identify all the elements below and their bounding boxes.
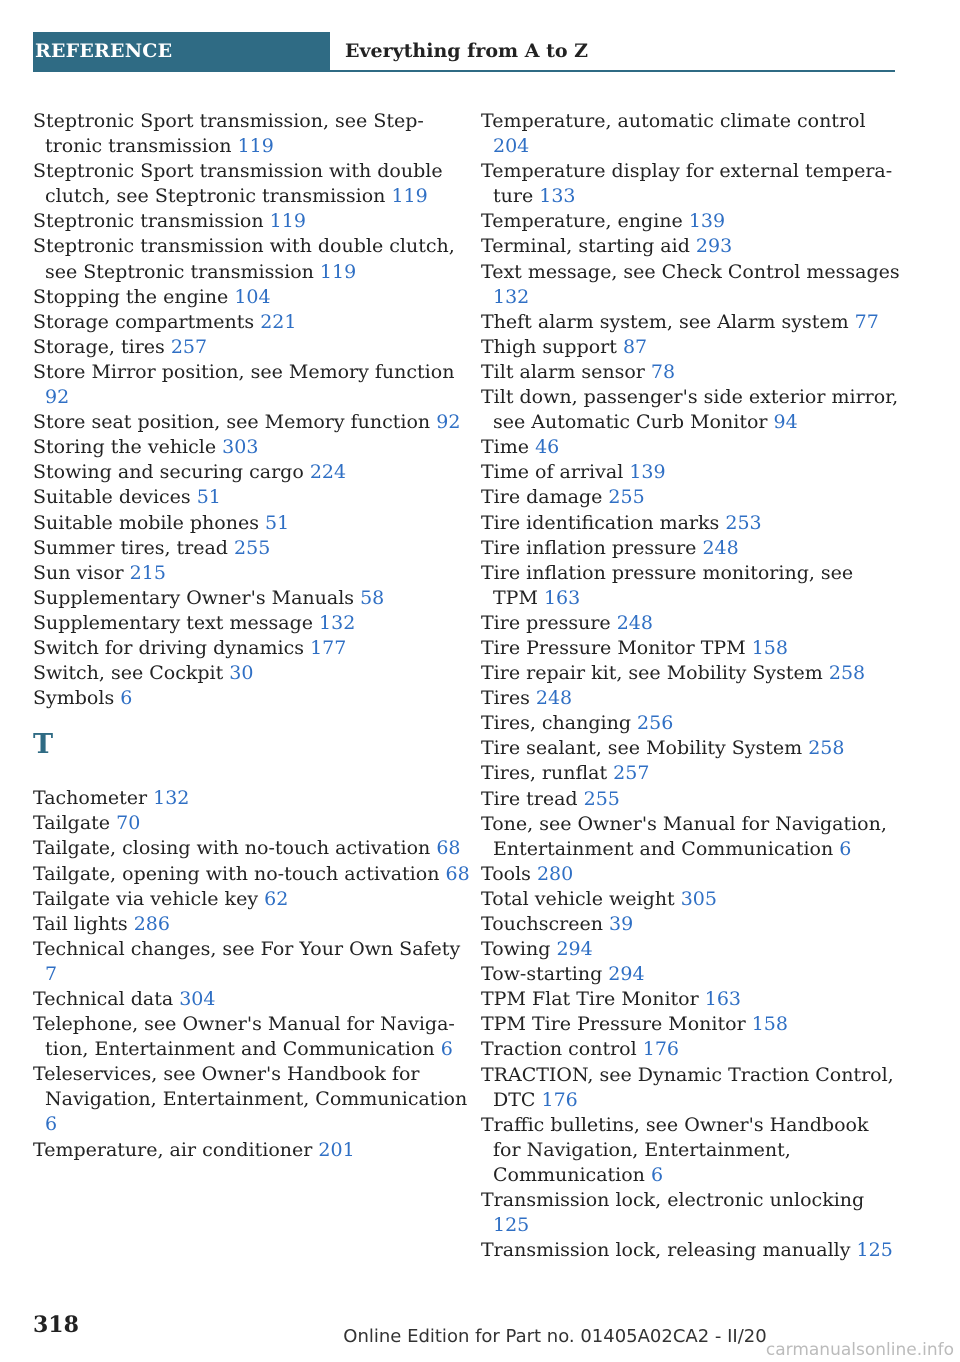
page-reference-link[interactable]: 158 (751, 636, 788, 659)
index-entry (33, 360, 473, 410)
page-reference-link[interactable]: 258 (828, 662, 866, 685)
page-reference-link[interactable]: 280 (536, 862, 574, 885)
page-reference-link[interactable]: 294 (556, 938, 593, 961)
index-entry-term: Steptronic Sport transmission with double clutch, see Steptronic transmission (33, 160, 443, 208)
page-reference-link[interactable]: 253 (725, 511, 762, 534)
page-reference-link[interactable]: 215 (129, 561, 166, 584)
index-entry-term: Switch for driving dynamics (33, 636, 305, 659)
index-entry (33, 836, 473, 861)
index-column-left (33, 109, 473, 1163)
page-reference-link[interactable]: 51 (265, 511, 290, 534)
index-entry-term: Storage, tires (33, 335, 165, 358)
index-entry (33, 686, 473, 711)
index-entry-term: Transmission lock, releasing manually (481, 1239, 851, 1262)
index-entry (481, 912, 901, 937)
page-reference-link[interactable]: 305 (680, 887, 717, 910)
page-reference-link[interactable]: 132 (153, 787, 190, 810)
index-entry (481, 1063, 901, 1113)
index-entry-term: Towing (481, 938, 551, 961)
index-entry-term: Tone, see Owner's Manual for Navigation, Entertainment and Communication (481, 812, 887, 860)
page-reference-link[interactable]: 286 (133, 912, 170, 935)
page-reference-link[interactable]: 46 (535, 436, 560, 459)
page-reference-link[interactable]: 30 (229, 662, 254, 685)
index-entry (481, 1113, 901, 1188)
index-entry (481, 1037, 901, 1062)
page-reference-link[interactable]: 6 (650, 1163, 664, 1186)
index-entry (481, 711, 901, 736)
page-number: 318 (33, 1312, 79, 1338)
index-entry (481, 335, 901, 360)
index-entry (481, 736, 901, 761)
index-entry-term: Stowing and securing cargo (33, 461, 304, 484)
index-entry-term: Tires, runflat (481, 762, 608, 785)
index-entry (481, 887, 901, 912)
index-entry-term: Supplementary Owner's Manuals (33, 586, 355, 609)
index-entry-term: Tire inflation pressure monitoring, see TPM (481, 561, 854, 609)
index-entry (481, 485, 901, 510)
page-reference-link[interactable]: 77 (854, 310, 879, 333)
index-letter-heading: T (33, 729, 54, 761)
page-reference-link[interactable]: 139 (629, 461, 666, 484)
page-reference-link[interactable]: 176 (642, 1038, 680, 1061)
page-reference-link[interactable]: 87 (622, 335, 648, 358)
index-entry-term: Tire sealant, see Mobility System (481, 737, 803, 760)
index-entry (33, 811, 473, 836)
page-reference-link[interactable]: 78 (650, 360, 676, 383)
index-entry (481, 937, 901, 962)
index-entry-term: Tilt alarm sensor (481, 360, 645, 383)
index-entry-term: Tire pressure (481, 611, 611, 634)
page-reference-link[interactable]: 248 (616, 611, 653, 634)
index-entry (481, 661, 901, 686)
index-entry-term: Time of arrival (481, 461, 624, 484)
index-entry-term: TPM Flat Tire Monitor (481, 988, 699, 1011)
index-entry (481, 787, 901, 812)
page-reference-link[interactable]: 293 (695, 235, 733, 258)
page-reference-link[interactable]: 132 (493, 285, 530, 308)
index-entry-term: Tow-starting (481, 963, 603, 986)
page-reference-link[interactable]: 257 (613, 762, 650, 785)
index-entry (33, 335, 473, 360)
page-reference-link[interactable]: 248 (535, 687, 573, 710)
index-entry-term: Supplementary text message (33, 611, 313, 634)
page-reference-link[interactable]: 6 (45, 1113, 58, 1136)
index-entry (481, 385, 901, 435)
page-reference-link[interactable]: 255 (234, 536, 271, 559)
page-reference-link[interactable]: 58 (360, 586, 385, 609)
index-entry (33, 435, 473, 460)
index-entry-term: Technical data (33, 988, 174, 1010)
index-entry (33, 209, 473, 234)
page-reference-link[interactable]: 92 (436, 411, 461, 434)
index-entry (33, 862, 473, 887)
index-entry (33, 460, 473, 485)
index-entry (481, 511, 901, 536)
index-entry (33, 285, 473, 310)
index-entry-term: Storage compartments (33, 310, 255, 333)
index-entry-term: Tire tread (481, 787, 578, 810)
page-reference-link[interactable]: 294 (608, 963, 645, 986)
index-entry (481, 536, 901, 561)
index-entry (33, 310, 473, 335)
index-entry-term: Teleservices, see Owner's Handbook for Navigation, Entertainment, Communication (33, 1063, 468, 1111)
index-entry-term: Tire identification marks (481, 511, 720, 534)
page-reference-link[interactable]: 255 (608, 486, 645, 509)
index-entry-term: Stopping the engine (33, 285, 229, 308)
index-entry (481, 636, 901, 661)
page-reference-link[interactable]: 248 (702, 536, 739, 559)
page-reference-link[interactable]: 7 (45, 962, 58, 985)
index-entry-term: Transmission lock, electronic unlocking (481, 1189, 865, 1212)
index-entry-term: Tail lights (33, 912, 128, 935)
index-entry-term: Tailgate, closing with no-touch activation (33, 837, 431, 860)
index-entry-term: Store seat position, see Memory function (33, 411, 431, 434)
page-reference-link[interactable]: 119 (269, 210, 306, 233)
index-entry-term: Total vehicle weight (481, 887, 675, 910)
index-entry (481, 209, 901, 234)
index-entry-term: Tailgate (33, 812, 111, 835)
page-reference-link[interactable]: 256 (637, 712, 674, 735)
index-entry-term: Storing the vehicle (33, 436, 217, 459)
index-entry (481, 1188, 901, 1238)
index-entry (481, 460, 901, 485)
page-reference-link[interactable]: 257 (170, 335, 208, 358)
index-entry (481, 260, 901, 310)
page-reference-link[interactable]: 224 (309, 461, 347, 484)
index-entry (33, 1012, 473, 1062)
index-entry (33, 786, 473, 811)
index-entry-term: Tires, changing (481, 712, 631, 735)
index-entry (33, 485, 473, 510)
index-entry (481, 611, 901, 636)
page-reference-link[interactable]: 104 (234, 285, 271, 308)
index-entry (33, 586, 473, 611)
page-reference-link[interactable]: 163 (704, 988, 742, 1011)
index-entry (33, 159, 473, 209)
index-entry (33, 661, 473, 686)
page-reference-link[interactable]: 68 (445, 862, 470, 885)
page-reference-link[interactable]: 176 (541, 1088, 578, 1111)
page-reference-link[interactable]: 125 (856, 1239, 893, 1262)
index-entry-term: Temperature display for external temperature (481, 160, 893, 208)
page-reference-link[interactable]: 119 (391, 185, 428, 208)
index-entry-term: TRACTION, see Dynamic Traction Control, DTC (481, 1063, 894, 1111)
index-entry-term: Temperature, engine (481, 210, 683, 233)
index-entry-term: Thigh support (481, 335, 617, 358)
index-entry-term: Temperature, automatic climate control (481, 110, 866, 132)
page-reference-link[interactable]: 255 (583, 787, 620, 810)
index-entry (33, 109, 473, 159)
index-entry-term: Traffic bulletins, see Owner's Handbook for Navigation, Entertainment, Communication (481, 1113, 869, 1186)
page-reference-link[interactable]: 258 (808, 737, 845, 760)
index-entry-term: Tailgate, opening with no-touch activation (33, 862, 440, 885)
page-reference-link[interactable]: 304 (179, 988, 216, 1010)
index-entry (33, 636, 473, 661)
section-label: REFERENCE (33, 32, 330, 70)
page-reference-link[interactable]: 221 (260, 310, 297, 333)
index-entry (33, 1138, 473, 1163)
index-entry-term: Temperature, air conditioner (33, 1138, 313, 1161)
index-entry (33, 912, 473, 937)
page-reference-link[interactable]: 119 (319, 260, 357, 283)
index-entry-term: TPM Tire Pressure Monitor (481, 1013, 746, 1036)
index-entry-term: Touchscreen (481, 913, 603, 935)
page-reference-link[interactable]: 177 (310, 636, 347, 659)
edition-note: Online Edition for Part no. 01405A02CA2 - II/20 (343, 1326, 767, 1347)
index-entry-term: Technical changes, see For Your Own Safety (33, 937, 461, 960)
index-entry-term: Tachometer (33, 787, 148, 810)
index-entry (33, 234, 473, 284)
page-reference-link[interactable]: 6 (440, 1038, 453, 1061)
index-entry (33, 536, 473, 561)
index-entry-term: Tailgate via vehicle key (33, 887, 259, 910)
index-entry (481, 159, 901, 209)
index-entry (33, 611, 473, 636)
index-entry (33, 887, 473, 912)
page-reference-link[interactable]: 92 (45, 386, 70, 409)
index-entry (481, 1012, 901, 1037)
page-reference-link[interactable]: 139 (688, 210, 726, 233)
watermark: carmanualsonline.info (765, 1340, 954, 1360)
page-reference-link[interactable]: 62 (264, 887, 289, 910)
index-entry-term: Telephone, see Owner's Manual for Navigation, Entertainment and Communication (33, 1013, 455, 1061)
index-entry-term: Text message, see Check Control messages (481, 260, 900, 283)
index-entry-term: Tire repair kit, see Mobility System (481, 662, 823, 685)
index-entry-term: Tools (481, 862, 531, 885)
page-reference-link[interactable]: 303 (222, 436, 259, 459)
index-entry-term: Terminal, starting aid (481, 235, 690, 258)
index-entry (481, 310, 901, 335)
index-entry (481, 109, 901, 159)
page-header (33, 32, 895, 72)
index-entry (481, 360, 901, 385)
page-reference-link[interactable]: 94 (773, 411, 798, 434)
chapter-title: Everything from A to Z (345, 40, 589, 62)
index-entry (33, 511, 473, 536)
index-entry (33, 410, 473, 435)
index-entry-term: Tire inflation pressure (481, 536, 697, 559)
index-entry-term: Sun visor (33, 561, 124, 584)
index-entry-term: Tilt down, passenger's side exterior mirror, see Automatic Curb Monitor (481, 386, 899, 434)
index-entry (481, 1238, 901, 1263)
index-entry-term: Time (481, 436, 530, 459)
page-reference-link[interactable]: 163 (543, 586, 581, 609)
index-entry (33, 937, 473, 987)
index-entry-term: Suitable mobile phones (33, 511, 259, 534)
index-entry (481, 234, 901, 259)
page-reference-link[interactable]: 68 (436, 837, 461, 860)
index-entry-term: Tires (481, 687, 530, 710)
index-entry (481, 962, 901, 987)
index-entry-term: Summer tires, tread (33, 536, 228, 559)
index-entry (33, 561, 473, 586)
index-entry (481, 686, 901, 711)
index-entry-term: Symbols (33, 687, 115, 710)
page-reference-link[interactable]: 204 (493, 135, 530, 158)
index-entry-term: Tire Pressure Monitor TPM (481, 636, 746, 659)
index-entry-term: Suitable devices (33, 486, 191, 509)
page-reference-link[interactable]: 70 (116, 812, 141, 835)
index-entry-term: Traction control (481, 1038, 637, 1061)
page-reference-link[interactable]: 125 (493, 1214, 530, 1237)
page-reference-link[interactable]: 132 (319, 611, 356, 634)
index-entry-term: Steptronic transmission with double clutch, see Steptronic transmission (33, 235, 455, 283)
index-entry (481, 435, 901, 460)
index-entry-term: Tire damage (481, 486, 603, 509)
index-entry (33, 1062, 473, 1137)
page-reference-link[interactable]: 6 (120, 687, 133, 710)
index-entry-term: Switch, see Cockpit (33, 662, 224, 685)
page-reference-link[interactable]: 51 (196, 486, 221, 509)
index-column-right (481, 109, 901, 1263)
index-entry (481, 761, 901, 786)
index-entry-term: Store Mirror position, see Memory function (33, 360, 455, 383)
index-entry (481, 987, 901, 1012)
index-entry-term: Steptronic transmission (33, 210, 264, 233)
page-reference-link[interactable]: 158 (751, 1013, 788, 1036)
index-entry-term: Theft alarm system, see Alarm system (481, 310, 849, 333)
page-reference-link[interactable]: 119 (237, 135, 274, 158)
page-reference-link[interactable]: 6 (839, 837, 852, 860)
index-entry-term: Steptronic Sport transmission, see Steptronic transmission (33, 110, 424, 158)
index-entry (481, 812, 901, 862)
index-entry (33, 987, 473, 1012)
page-reference-link[interactable]: 39 (609, 913, 634, 935)
index-entry (481, 561, 901, 611)
page-reference-link[interactable]: 201 (318, 1138, 355, 1161)
index-entry (481, 862, 901, 887)
page-reference-link[interactable]: 133 (539, 185, 576, 208)
